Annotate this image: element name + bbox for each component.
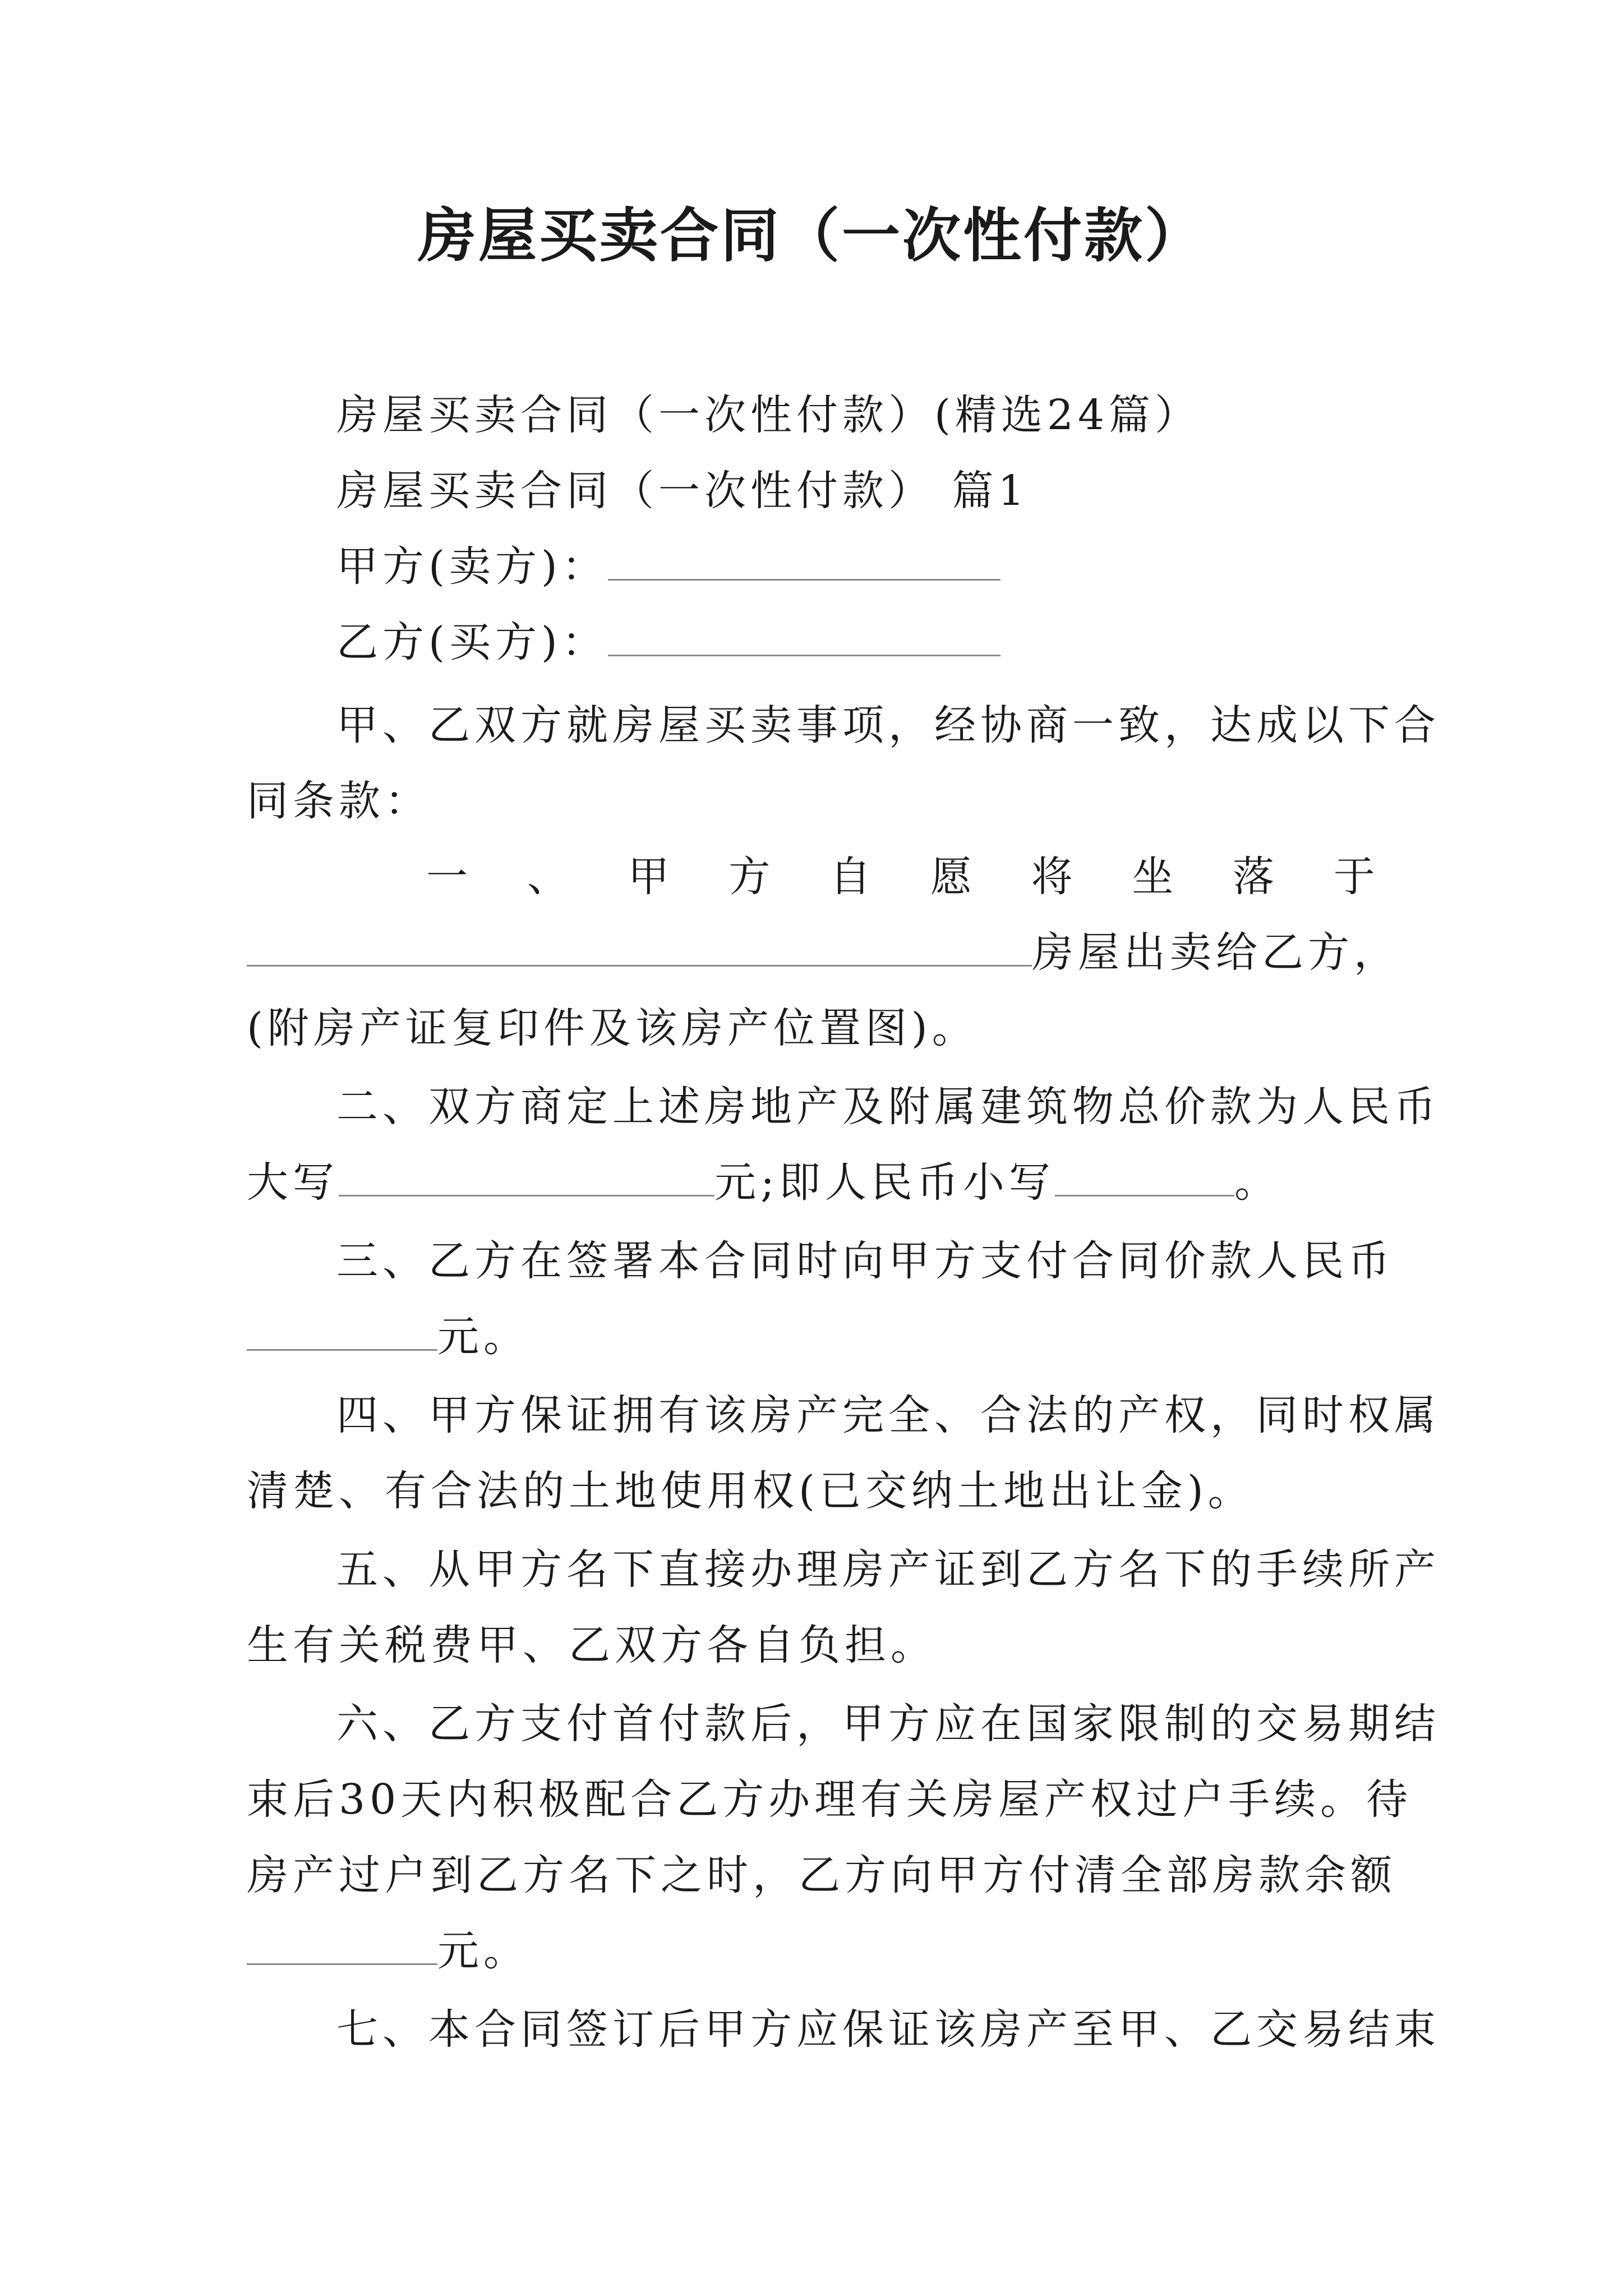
clause-2-upper-blank	[339, 1154, 714, 1197]
section-heading: 房屋买卖合同（一次性付款） 篇1	[336, 467, 1029, 515]
clause-1-text: 房屋出卖给乙方，	[1032, 928, 1400, 977]
clause-3-text: 元。	[437, 1313, 529, 1361]
clause-2-lower-blank	[1055, 1154, 1234, 1197]
clause-1-line-1	[426, 846, 1380, 908]
clause-1-char: 坐	[1132, 853, 1178, 901]
subtitle-line: 房屋买卖合同（一次性付款）(精选24篇）	[336, 391, 1201, 439]
clause-2-line-1: 二、双方商定上述房地产及附属建筑物总价款为人民币	[336, 1083, 1440, 1131]
clause-2-text-a: 大写	[247, 1158, 339, 1207]
clause-5-line-1: 五、从甲方名下直接办理房产证到乙方名下的手续所产	[336, 1545, 1440, 1594]
clause-1-line-2	[247, 922, 1400, 983]
clause-6-line-3: 房产过户到乙方名下之时，乙方向甲方付清全部房款余额	[247, 1851, 1396, 1899]
intro-line-2: 同条款：	[247, 777, 431, 825]
clause-6-line-4	[247, 1920, 1380, 1982]
party-a-label: 甲方(卖方)：	[336, 542, 608, 591]
clause-3-line-1: 三、乙方在签署本合同时向甲方支付合同价款人民币	[336, 1237, 1394, 1285]
page-title: 房屋买卖合同（一次性付款）	[417, 201, 1205, 270]
intro-line-1: 甲、乙双方就房屋买卖事项，经协商一致，达成以下合	[336, 701, 1440, 749]
clause-6-line-1: 六、乙方支付首付款后，甲方应在国家限制的交易期结	[336, 1700, 1440, 1748]
clause-5-line-2: 生有关税费甲、乙双方各自负担。	[247, 1621, 937, 1669]
clause-1-char: 一	[426, 853, 472, 901]
clause-3-blank	[247, 1309, 437, 1351]
party-a-blank	[608, 539, 1000, 581]
clause-1-char: 落	[1233, 853, 1279, 901]
clause-2-text-b: 元;即人民币小写	[714, 1158, 1055, 1207]
clause-3-line-2	[247, 1306, 1380, 1368]
party-b-row	[336, 611, 1380, 673]
clause-2-line-2	[247, 1152, 1380, 1213]
clause-1-char: 方	[728, 853, 775, 901]
clause-1-line-3: (附房产证复印件及该房产位置图)。	[247, 1004, 978, 1052]
clause-4-line-1: 四、甲方保证拥有该房产完全、合法的产权，同时权属	[336, 1391, 1440, 1439]
clause-6-text: 元。	[437, 1927, 529, 1975]
clause-6-blank	[247, 1923, 437, 1965]
clause-1-address-blank	[247, 924, 1032, 967]
clause-2-text-c: 。	[1234, 1158, 1280, 1207]
clause-1-char: 甲	[628, 853, 674, 901]
party-b-label: 乙方(买方)：	[336, 618, 608, 666]
clause-4-line-2: 清楚、有合法的土地使用权(已交纳土地出让金)。	[247, 1467, 1254, 1515]
clause-1-char: 愿	[930, 853, 976, 901]
clause-1-char: 于	[1333, 853, 1380, 901]
clause-6-line-2: 束后30天内积极配合乙方办理有关房屋产权过户手续。待	[247, 1775, 1413, 1824]
party-b-blank	[608, 614, 1000, 656]
clause-7-line-1: 七、本合同签订后甲方应保证该房产至甲、乙交易结束	[336, 2005, 1440, 2054]
clause-1-char: 、	[527, 853, 573, 901]
clause-1-char: 自	[829, 853, 876, 901]
clause-1-char: 将	[1031, 853, 1077, 901]
party-a-row	[336, 536, 1380, 597]
